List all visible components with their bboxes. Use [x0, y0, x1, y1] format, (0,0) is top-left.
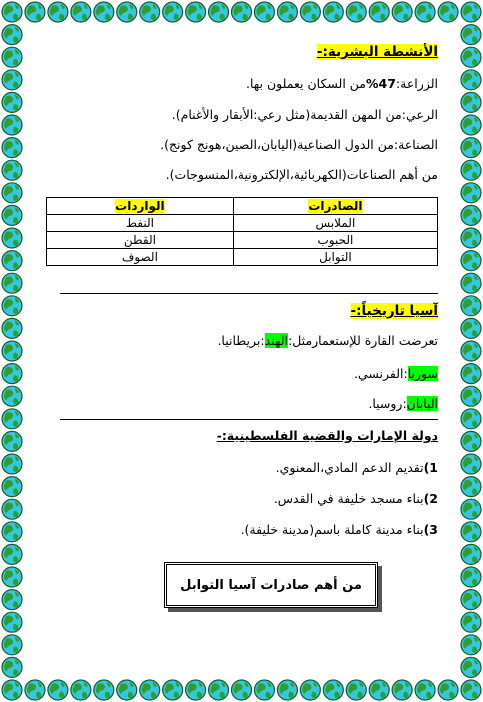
globe-icon — [461, 657, 481, 677]
globe-icon — [369, 680, 389, 700]
globe-icon — [2, 680, 22, 700]
globe-icon — [2, 522, 22, 542]
table-row — [47, 232, 438, 249]
industry-line: الصناعة:من الدول الصناعية(اليابان،الصين،هونج كونج). — [160, 137, 438, 152]
globe-icon — [254, 2, 274, 22]
globe-icon — [392, 2, 412, 22]
colonizer: :الفرنسي. — [353, 366, 408, 381]
globe-icon — [25, 2, 45, 22]
globe-icon — [461, 251, 481, 271]
herding-line: الرعي:من المهن القديمة(مثل رعي:الأبقار والأغنام). — [171, 107, 438, 122]
colony-country: اليابان — [406, 396, 438, 411]
globe-icon — [461, 499, 481, 519]
globe-icon — [461, 341, 481, 361]
globe-icon — [346, 680, 366, 700]
globe-icon — [461, 138, 481, 158]
globe-icon — [2, 115, 22, 135]
globe-icon — [117, 680, 137, 700]
globe-icon — [461, 431, 481, 451]
table-row — [47, 215, 438, 232]
heading-text: دولة الإمارات والقضية الفلسطينية:- — [216, 428, 438, 443]
globe-icon — [392, 680, 412, 700]
globe-icon — [277, 2, 297, 22]
globe-icon — [2, 341, 22, 361]
globe-icon — [461, 228, 481, 248]
human-activities-heading — [317, 44, 438, 60]
item-number: 2) — [423, 491, 438, 506]
globe-icon — [2, 318, 22, 338]
globe-icon — [461, 70, 481, 90]
heading-text: الأنشطة البشرية:- — [316, 44, 438, 60]
globe-icon — [461, 92, 481, 112]
globe-icon — [461, 160, 481, 180]
colony-country: الهند — [264, 333, 288, 348]
list-item — [241, 522, 438, 537]
table-cell: الحبوب — [233, 232, 437, 249]
globe-icon — [2, 205, 22, 225]
globe-icon — [2, 477, 22, 497]
colonizer: :روسيا. — [368, 396, 407, 411]
globe-icon — [163, 2, 183, 22]
globe-icon — [71, 680, 91, 700]
globe-icon — [461, 273, 481, 293]
globe-icon — [461, 25, 481, 45]
globe-icon — [323, 680, 343, 700]
globe-icon — [461, 386, 481, 406]
globe-icon — [323, 2, 343, 22]
globe-icon — [461, 544, 481, 564]
table-header-row — [47, 198, 438, 215]
globe-icon — [461, 522, 481, 542]
globe-icon — [2, 454, 22, 474]
globe-icon — [2, 70, 22, 90]
item-number: 3) — [423, 522, 438, 537]
globe-icon — [48, 2, 68, 22]
list-item — [274, 491, 438, 506]
globe-icon — [461, 115, 481, 135]
globe-icon — [461, 635, 481, 655]
globe-icon — [415, 680, 435, 700]
globe-icon — [461, 364, 481, 384]
globe-icon — [2, 364, 22, 384]
globe-icon — [461, 454, 481, 474]
globe-icon — [461, 567, 481, 587]
globe-icon — [117, 2, 137, 22]
colonization-line-1 — [217, 333, 438, 348]
globe-icon — [2, 657, 22, 677]
uae-palestine-heading — [217, 428, 438, 443]
table-cell: القطن — [47, 232, 234, 249]
globe-icon — [254, 680, 274, 700]
imports-header — [47, 198, 234, 215]
globe-icon — [300, 2, 320, 22]
globe-icon — [438, 680, 458, 700]
main-industries-line: من أهم الصناعات(الكهربائية،الإلكترونية،المنسوجات). — [165, 167, 438, 182]
item-number: 1) — [423, 460, 438, 475]
divider — [60, 293, 438, 294]
globe-icon — [461, 477, 481, 497]
globe-icon — [461, 183, 481, 203]
globe-icon — [209, 680, 229, 700]
item-text: بناء مدينة كاملة باسم(مدينة خليفة). — [240, 522, 424, 537]
table-cell: الصوف — [47, 249, 234, 266]
agri-percentage: 47% — [366, 76, 396, 91]
globe-icon — [461, 296, 481, 316]
globe-icon — [2, 409, 22, 429]
globe-icon — [461, 318, 481, 338]
table-cell: التوابل — [233, 249, 437, 266]
globe-icon — [71, 2, 91, 22]
globe-icon — [2, 431, 22, 451]
globe-icon — [2, 567, 22, 587]
globe-icon — [461, 680, 481, 700]
globe-icon — [186, 680, 206, 700]
table-cell: النفط — [47, 215, 234, 232]
globe-icon — [2, 2, 22, 22]
globe-icon — [300, 680, 320, 700]
item-text: تقديم الدعم المادي،المعنوي. — [275, 460, 424, 475]
globe-icon — [2, 386, 22, 406]
question-box — [164, 562, 378, 608]
agriculture-line — [246, 76, 438, 91]
globe-icon — [461, 205, 481, 225]
globe-icon — [461, 612, 481, 632]
globe-icon — [2, 273, 22, 293]
colony-country: سوريا — [407, 366, 438, 381]
globe-icon — [461, 2, 481, 22]
globe-icon — [2, 612, 22, 632]
globe-icon — [2, 296, 22, 316]
globe-icon — [2, 590, 22, 610]
question-text: من أهم صادرات آسيا التوابل — [180, 577, 362, 593]
list-item — [276, 460, 438, 475]
globe-icon — [140, 680, 160, 700]
globe-icon — [2, 92, 22, 112]
imports-header-text: الواردات — [115, 199, 165, 213]
trade-table — [46, 197, 438, 266]
globe-icon — [346, 2, 366, 22]
globe-icon — [461, 409, 481, 429]
globe-icon — [2, 499, 22, 519]
globe-icon — [2, 544, 22, 564]
globe-icon — [2, 228, 22, 248]
globe-icon — [461, 590, 481, 610]
globe-icon — [277, 680, 297, 700]
globe-icon — [2, 251, 22, 271]
globe-icon — [2, 635, 22, 655]
globe-icon — [438, 2, 458, 22]
colonizer: :بريطانيا. — [217, 333, 265, 348]
globe-icon — [163, 680, 183, 700]
exports-header — [233, 198, 437, 215]
colonization-line-3 — [368, 396, 438, 411]
globe-icon — [232, 2, 252, 22]
globe-icon — [2, 25, 22, 45]
globe-icon — [415, 2, 435, 22]
table-row — [47, 249, 438, 266]
exports-header-text: الصادرات — [308, 199, 363, 213]
globe-icon — [25, 680, 45, 700]
divider — [60, 419, 438, 420]
globe-icon — [186, 2, 206, 22]
globe-icon — [94, 2, 114, 22]
globe-icon — [232, 680, 252, 700]
globe-icon — [48, 680, 68, 700]
globe-icon — [2, 138, 22, 158]
globe-icon — [369, 2, 389, 22]
globe-icon — [2, 47, 22, 67]
agri-text: من السكان يعملون بها. — [246, 76, 366, 91]
globe-icon — [94, 680, 114, 700]
globe-icon — [461, 47, 481, 67]
agri-label: الزراعة: — [395, 76, 438, 91]
globe-icon — [209, 2, 229, 22]
globe-icon — [2, 160, 22, 180]
asia-history-heading — [351, 303, 438, 319]
table-cell: الملابس — [233, 215, 437, 232]
item-text: بناء مسجد خليفة في القدس. — [273, 491, 424, 506]
globe-icon — [140, 2, 160, 22]
globe-icon — [2, 183, 22, 203]
heading-text: آسيا تاريخياً:- — [350, 303, 438, 319]
colonization-line-2 — [354, 366, 438, 381]
colonization-intro: تعرضت القارة للإستعمارمثل: — [288, 333, 438, 348]
